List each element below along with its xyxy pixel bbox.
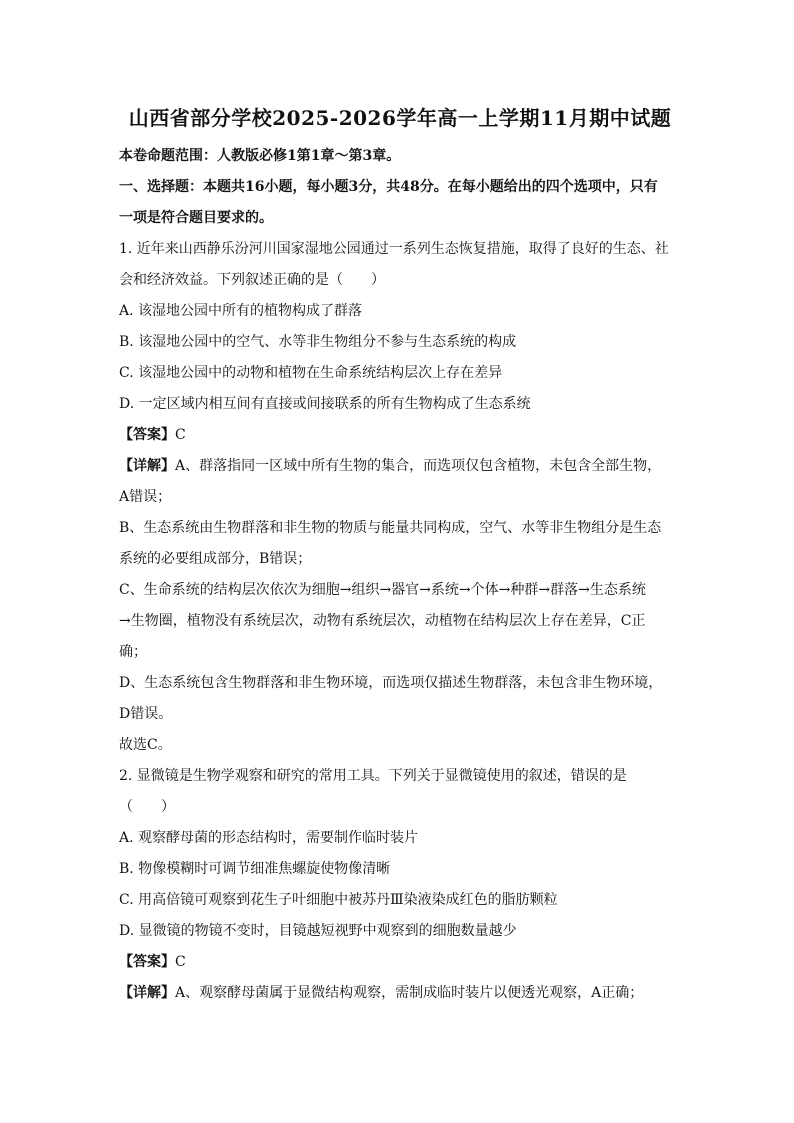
answer-value: C (175, 954, 186, 970)
q1-option-c: C. 该湿地公园中的动物和植物在生命系统结构层次上存在差异 (119, 365, 503, 381)
answer-value: C (175, 427, 186, 443)
q1-option-b: B. 该湿地公园中的空气、水等非生物组分不参与生态系统的构成 (119, 334, 517, 350)
q2-option-a: A. 观察酵母菌的形态结构时，需要制作临时装片 (119, 830, 419, 846)
page-title: 山西省部分学校2025-2026学年高一上学期11月期中试题 (128, 106, 672, 130)
q1-explain-line1 (119, 456, 661, 476)
q1-explain-line5: C、生命系统的结构层次依次为细胞→组织→器官→系统→个体→种群→群落→生态系统 (119, 582, 646, 598)
explain-text: A、观察酵母菌属于显微结构观察，需制成临时装片以便透光观察，A正确； (175, 985, 644, 1001)
scope-note: 本卷命题范围：人教版必修1第1章～第3章。 (119, 148, 401, 164)
q1-explain-line9: D错误。 (119, 706, 173, 722)
q1-stem-line2: 会和经济效益。下列叙述正确的是（ ） (119, 272, 385, 288)
q1-conclusion: 故选C。 (119, 737, 172, 753)
q1-explain-line7: 确； (119, 644, 147, 660)
explain-tag: 【详解】 (119, 458, 175, 474)
explain-tag: 【详解】 (119, 985, 175, 1001)
q1-explain-line4: 系统的必要组成部分，B错误； (119, 551, 312, 567)
q2-stem-line2: （ ） (119, 799, 175, 815)
q1-answer (119, 425, 186, 445)
answer-tag: 【答案】 (119, 954, 175, 970)
q2-answer (119, 952, 186, 972)
q2-explain-line1 (119, 983, 643, 1003)
q2-stem-line1: 2. 显微镜是生物学观察和研究的常用工具。下列关于显微镜使用的叙述，错误的是 (119, 768, 627, 784)
q1-option-a: A. 该湿地公园中所有的植物构成了群落 (119, 303, 363, 319)
explain-text: A、群落指同一区域中所有生物的集合，而选项仅包含植物，未包含全部生物， (175, 458, 662, 474)
q1-explain-line6: →生物圈，植物没有系统层次，动物有系统层次，动植物在结构层次上存在差异，C正 (119, 613, 646, 629)
q2-option-d: D. 显微镜的物镜不变时，目镜越短视野中观察到的细胞数量越少 (119, 923, 517, 939)
q2-option-c: C. 用高倍镜可观察到花生子叶细胞中被苏丹Ⅲ染液染成红色的脂肪颗粒 (119, 892, 558, 908)
section-header-line2: 一项是符合题目要求的。 (119, 210, 273, 226)
q1-option-d: D. 一定区域内相互间有直接或间接联系的所有生物构成了生态系统 (119, 396, 531, 412)
q2-option-b: B. 物像模糊时可调节细准焦螺旋使物像清晰 (119, 861, 391, 877)
q1-explain-line2: A错误； (119, 489, 172, 505)
q1-explain-line3: B、生态系统由生物群落和非生物的物质与能量共同构成，空气、水等非生物组分是生态 (119, 520, 662, 536)
q1-stem-line1: 1. 近年来山西静乐汾河川国家湿地公园通过一系列生态恢复措施，取得了良好的生态、社 (119, 241, 669, 257)
q1-explain-line8: D、生态系统包含生物群落和非生物环境，而选项仅描述生物群落，未包含非生物环境， (119, 675, 663, 691)
answer-tag: 【答案】 (119, 427, 175, 443)
section-header-line1: 一、选择题：本题共16小题，每小题3分，共48分。在每小题给出的四个选项中，只有 (119, 179, 658, 195)
